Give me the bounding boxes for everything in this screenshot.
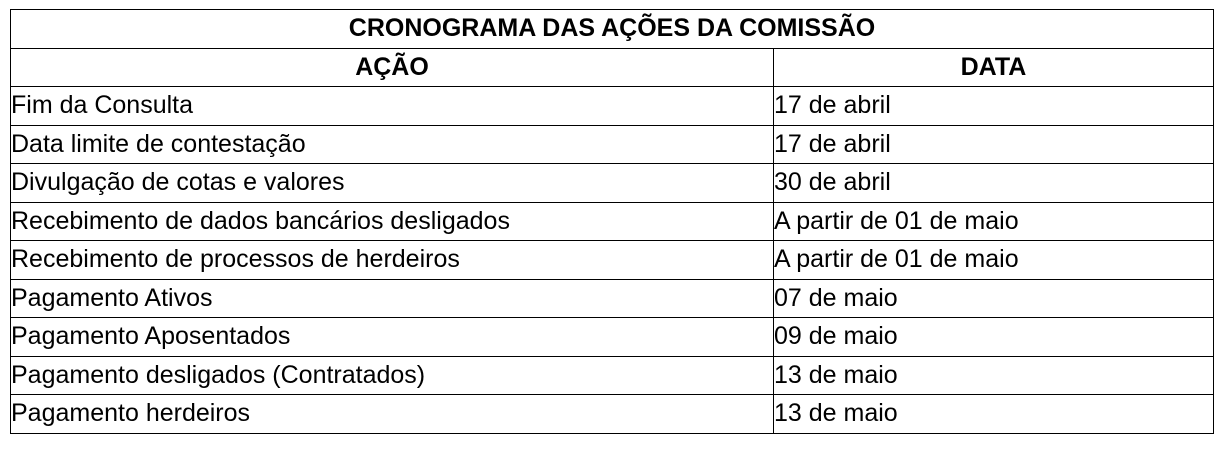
acao-cell: Fim da Consulta (11, 87, 774, 126)
acao-cell: Pagamento Ativos (11, 279, 774, 318)
table-row (11, 164, 1214, 203)
table-row (11, 87, 1214, 126)
table-row (11, 202, 1214, 241)
acao-cell: Recebimento de dados bancários desligados (11, 202, 774, 241)
table-row (11, 279, 1214, 318)
data-cell: 17 de abril (774, 87, 1214, 126)
acao-cell: Pagamento herdeiros (11, 395, 774, 434)
acao-cell: Data limite de contestação (11, 125, 774, 164)
table-row (11, 395, 1214, 434)
table-row (11, 241, 1214, 280)
schedule-table (10, 9, 1214, 434)
data-cell: 09 de maio (774, 318, 1214, 357)
data-cell: A partir de 01 de maio (774, 202, 1214, 241)
data-cell: A partir de 01 de maio (774, 241, 1214, 280)
data-cell: 17 de abril (774, 125, 1214, 164)
table-title: CRONOGRAMA DAS AÇÕES DA COMISSÃO (11, 10, 1214, 49)
header-row (11, 48, 1214, 87)
column-header-acao: AÇÃO (11, 48, 774, 87)
acao-cell: Recebimento de processos de herdeiros (11, 241, 774, 280)
column-header-data: DATA (774, 48, 1214, 87)
data-cell: 30 de abril (774, 164, 1214, 203)
data-cell: 07 de maio (774, 279, 1214, 318)
title-row (11, 10, 1214, 49)
table-row (11, 125, 1214, 164)
acao-cell: Pagamento Aposentados (11, 318, 774, 357)
table-row (11, 356, 1214, 395)
data-cell: 13 de maio (774, 356, 1214, 395)
acao-cell: Pagamento desligados (Contratados) (11, 356, 774, 395)
acao-cell: Divulgação de cotas e valores (11, 164, 774, 203)
data-cell: 13 de maio (774, 395, 1214, 434)
table-row (11, 318, 1214, 357)
